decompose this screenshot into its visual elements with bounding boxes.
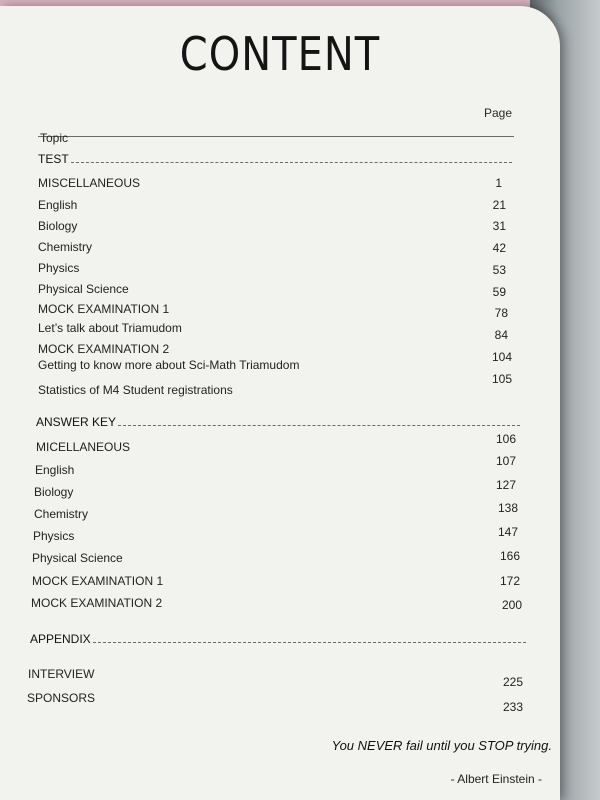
toc-item: MISCELLANEOUS	[38, 176, 141, 190]
toc-item: Physical Science	[38, 282, 129, 296]
toc-item: Chemistry	[34, 507, 89, 521]
section-test-label: TEST	[38, 152, 69, 166]
toc-item: Getting to know more about Sci-Math Triamudom	[38, 358, 300, 372]
toc-page-number: 78	[494, 306, 508, 320]
toc-page-number: 59	[492, 285, 506, 299]
toc-item: Biology	[34, 485, 74, 499]
toc-page-number: 105	[491, 372, 512, 386]
toc-item: Let’s talk about Triamudom	[38, 321, 182, 335]
toc-page-number: 1	[495, 176, 502, 190]
toc-item: English	[35, 463, 75, 477]
book-page	[0, 6, 560, 800]
toc-item: English	[38, 198, 78, 212]
toc-page-number: 104	[491, 350, 512, 364]
toc-page-number: 31	[492, 219, 506, 233]
toc-item: MICELLANEOUS	[36, 440, 131, 454]
toc-page-number: 84	[494, 328, 508, 342]
toc-item: INTERVIEW	[28, 667, 95, 681]
section-divider	[118, 425, 520, 426]
toc-item: Chemistry	[38, 240, 93, 254]
toc-page-number: 233	[502, 700, 523, 714]
section-header-answer-key	[36, 415, 520, 429]
section-appendix-label: APPENDIX	[30, 632, 91, 646]
page-title: CONTENT	[179, 28, 381, 82]
section-divider	[93, 642, 526, 643]
toc-item: MOCK EXAMINATION 2	[38, 342, 170, 356]
quote-author: - Albert Einstein -	[450, 772, 542, 786]
toc-page-number: 21	[492, 198, 506, 212]
toc-item: Physics	[33, 529, 75, 543]
toc-item: MOCK EXAMINATION 2	[31, 596, 163, 610]
toc-item: Physical Science	[32, 551, 123, 565]
toc-item: MOCK EXAMINATION 1	[38, 302, 170, 316]
toc-item: Physics	[38, 261, 80, 275]
toc-page-number: 172	[499, 574, 520, 588]
toc-page-number: 107	[495, 454, 516, 468]
toc-page-number: 166	[499, 549, 520, 563]
section-divider	[71, 162, 512, 163]
header-rule	[38, 136, 514, 137]
toc-item: MOCK EXAMINATION 1	[32, 574, 164, 588]
toc-item: Statistics of M4 Student registrations	[38, 383, 233, 397]
toc-page-number: 138	[497, 501, 518, 515]
toc-item: SPONSORS	[27, 691, 96, 705]
toc-page-number: 127	[495, 478, 516, 492]
toc-page-number: 225	[502, 675, 523, 689]
toc-page-number: 42	[492, 241, 506, 255]
topic-column-header: Topic	[40, 131, 69, 145]
toc-page-number: 53	[492, 263, 506, 277]
toc-item: Biology	[38, 219, 78, 233]
section-header-appendix	[30, 632, 526, 646]
toc-page-number: 106	[495, 432, 516, 446]
toc-page-number: 200	[501, 598, 522, 612]
page-column-header: Page	[484, 106, 513, 120]
quote-text: You NEVER fail until you STOP trying.	[331, 738, 552, 753]
toc-page-number: 147	[497, 525, 518, 539]
section-answer-key-label: ANSWER KEY	[36, 415, 117, 429]
section-header-test	[38, 152, 512, 166]
